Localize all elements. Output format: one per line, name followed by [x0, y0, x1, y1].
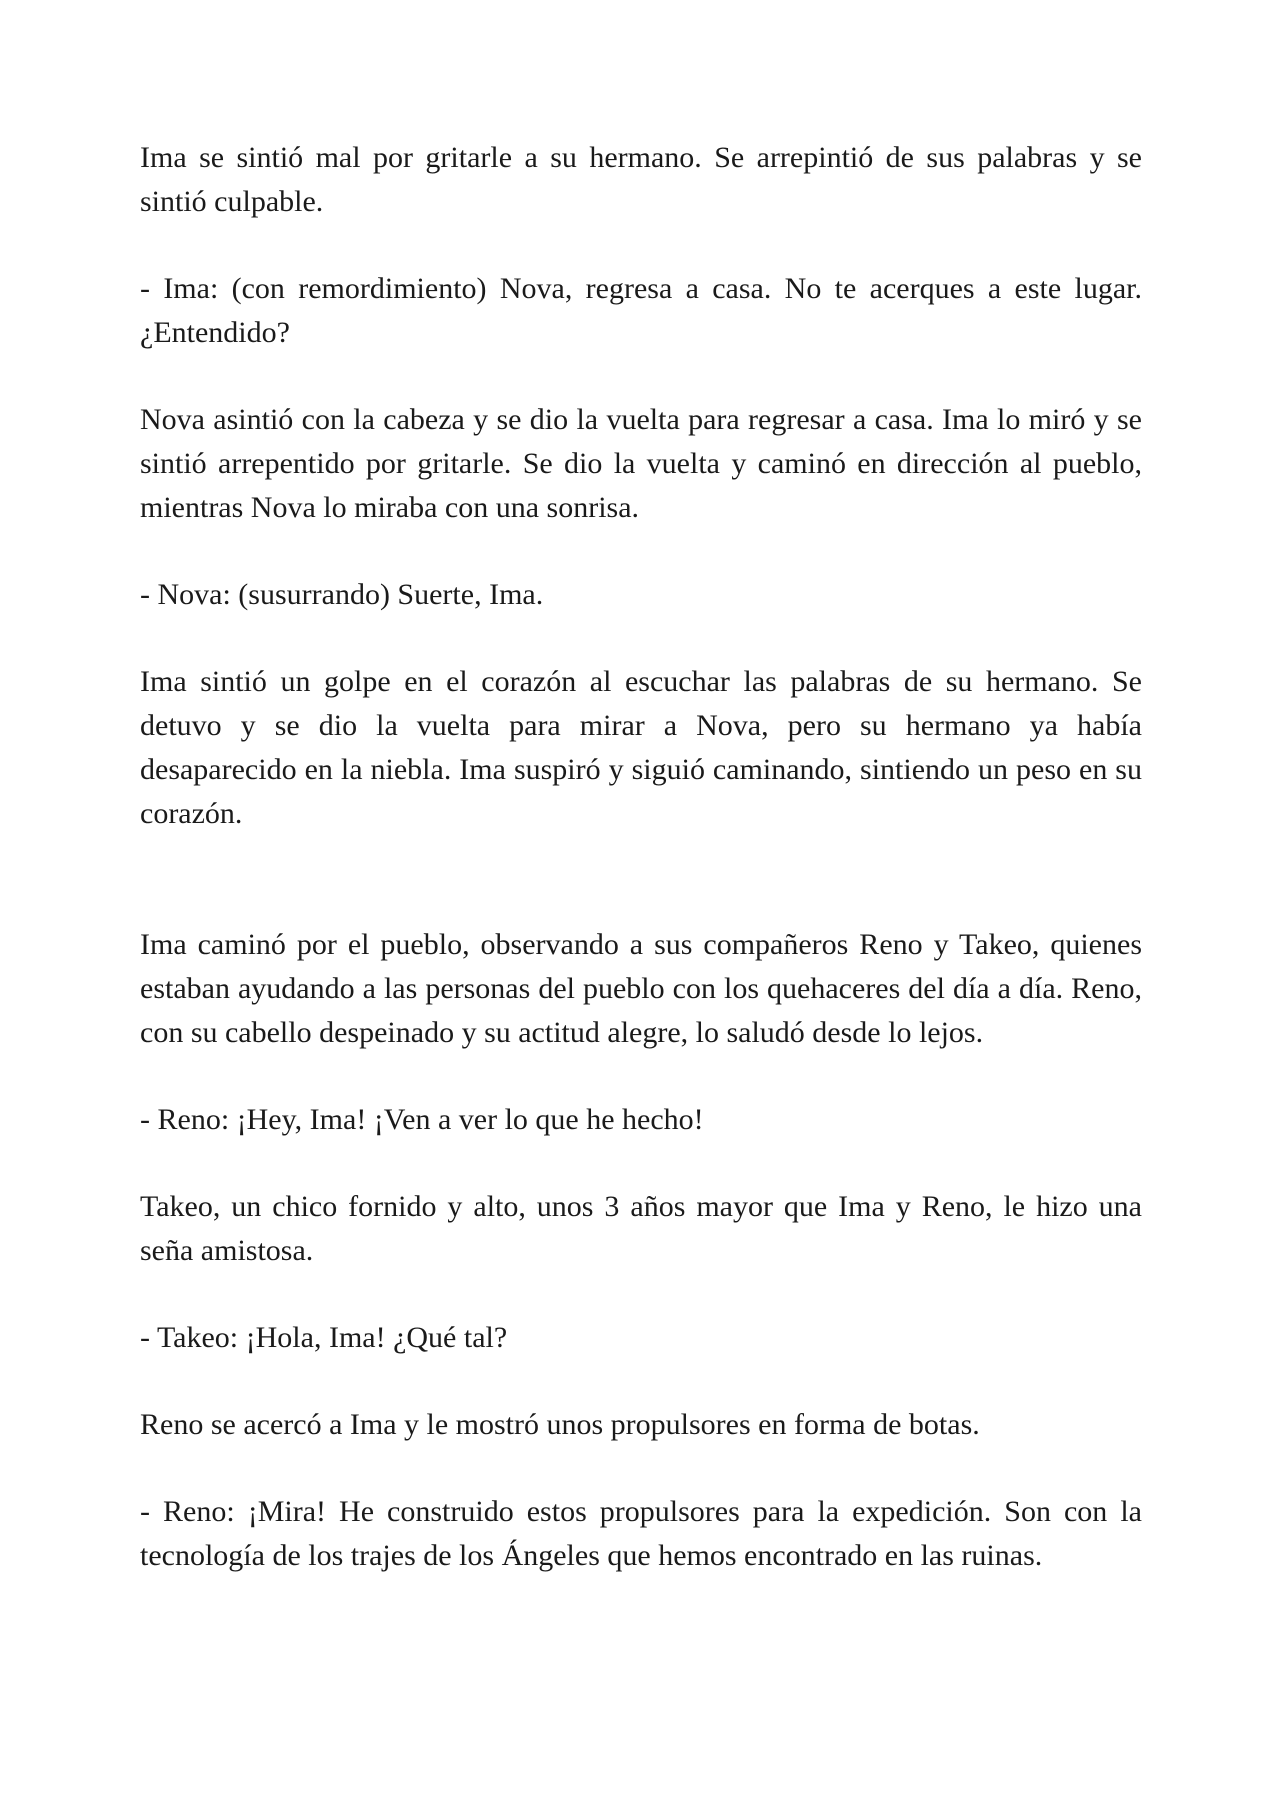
- paragraph-9-dialogue-takeo: - Takeo: ¡Hola, Ima! ¿Qué tal?: [140, 1321, 508, 1354]
- paragraph-6: Ima caminó por el pueblo, observando a sus compañeros Reno y Takeo, quienes estaban ayudando a las personas del pueblo con los quehaceres del día a día. Reno, con su cabello despeinado y su actitud alegre, lo saludó desde lo lejos.: [140, 928, 1142, 1049]
- paragraph-10: Reno se acercó a Ima y le mostró unos propulsores en forma de botas.: [140, 1408, 980, 1441]
- paragraph-7-dialogue-reno: - Reno: ¡Hey, Ima! ¡Ven a ver lo que he hecho!: [140, 1103, 704, 1136]
- paragraph-1: Ima se sintió mal por gritarle a su hermano. Se arrepintió de sus palabras y se sintió culpable.: [140, 141, 1142, 218]
- paragraph-5: Ima sintió un golpe en el corazón al escuchar las palabras de su hermano. Se detuvo y se dio la vuelta para mirar a Nova, pero su hermano ya había desaparecido en la niebla. Ima suspiró y siguió caminando, sintiendo un peso en su corazón.: [140, 665, 1142, 830]
- paragraph-3: Nova asintió con la cabeza y se dio la vuelta para regresar a casa. Ima lo miró y se sintió arrepentido por gritarle. Se dio la vuelta y caminó en dirección al pueblo, mientras Nova lo miraba con una sonrisa.: [140, 403, 1142, 524]
- paragraph-4-dialogue-nova: - Nova: (susurrando) Suerte, Ima.: [140, 578, 544, 611]
- paragraph-11-dialogue-reno: - Reno: ¡Mira! He construido estos propulsores para la expedición. Son con la tecnología de los trajes de los Ángeles que hemos encontrado en las ruinas.: [140, 1495, 1142, 1572]
- paragraph-8: Takeo, un chico fornido y alto, unos 3 años mayor que Ima y Reno, le hizo una seña amistosa.: [140, 1190, 1142, 1267]
- paragraph-2-dialogue-ima: - Ima: (con remordimiento) Nova, regresa a casa. No te acerques a este lugar. ¿Entendido?: [140, 272, 1142, 349]
